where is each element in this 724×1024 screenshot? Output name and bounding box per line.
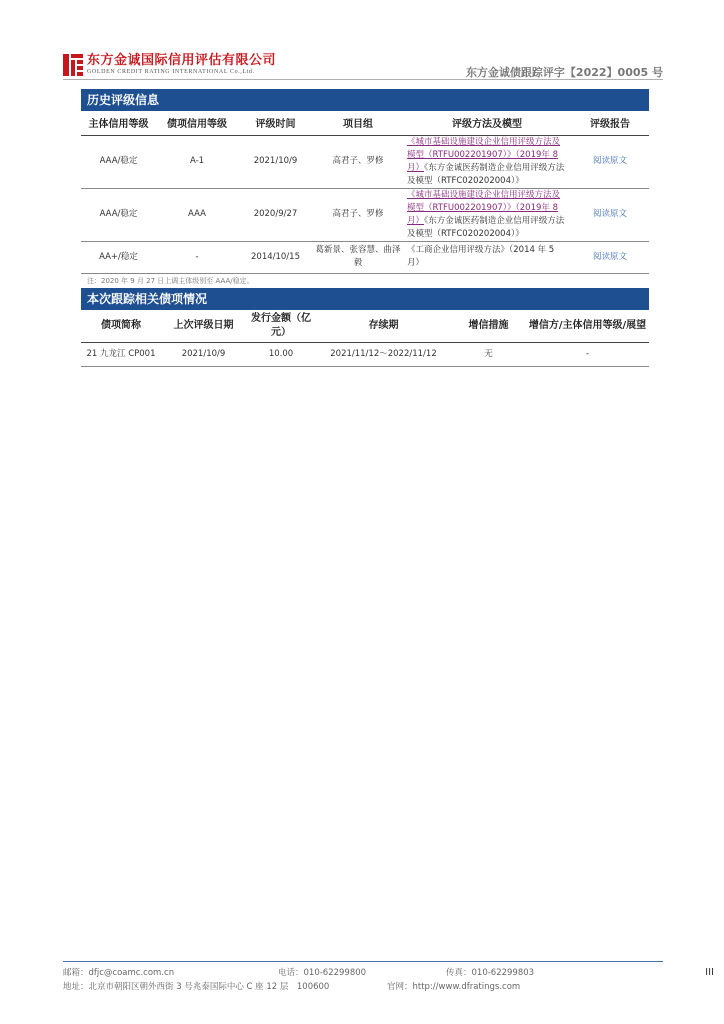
column-header: 发行金额（亿元） — [246, 310, 316, 342]
issuer-rating-cell: AAA/稳定 — [81, 135, 156, 188]
table-row — [81, 241, 649, 273]
report-cell — [571, 188, 649, 241]
column-header: 存续期 — [316, 310, 451, 342]
read-report-link[interactable]: 阅读原文 — [592, 251, 627, 262]
issuer-rating-cell: AA+/稳定 — [81, 241, 156, 273]
section-title-history: 历史评级信息 — [81, 89, 649, 111]
table-row — [81, 188, 649, 241]
table-header-row — [81, 310, 649, 342]
column-header: 评级报告 — [571, 111, 649, 135]
column-header: 增信措施 — [451, 310, 526, 342]
debt-rating-cell: A-1 — [156, 135, 238, 188]
footer-website[interactable]: 官网：http://www.dfratings.com — [387, 982, 521, 992]
method-cell — [403, 188, 571, 241]
read-report-link[interactable]: 阅读原文 — [592, 156, 627, 166]
report-cell — [571, 241, 649, 273]
column-header: 评级时间 — [238, 111, 313, 135]
method-text: 《东方金诚医药制造企业信用评级方法及模型（RTFC020202004）》 — [407, 215, 565, 239]
table-row — [81, 342, 649, 366]
issue-amount-cell: 10.00 — [246, 342, 316, 366]
debt-rating-cell: AAA — [156, 188, 238, 241]
header-divider — [63, 79, 663, 80]
team-cell: 高君子、罗修 — [313, 135, 403, 188]
column-header: 评级方法及模型 — [403, 111, 571, 135]
read-report-link[interactable]: 阅读原文 — [592, 209, 627, 219]
debt-rating-cell: - — [156, 241, 238, 273]
method-text: 《东方金诚医药制造企业信用评级方法及模型（RTFC020202004）》 — [407, 162, 565, 186]
column-header: 增信方/主体信用等级/展望 — [526, 310, 649, 342]
column-header: 主体信用等级 — [81, 111, 156, 135]
page-number: III — [705, 967, 714, 978]
company-name-en: GOLDEN CREDIT RATING INTERNATIONAL Co.,Ltd. — [87, 69, 255, 75]
history-rating-table — [81, 111, 649, 274]
footer-email: 邮箱：dfjc@coamc.com.cn — [63, 968, 175, 978]
method-link[interactable]: 《城市基础设施建设企业信用评级方法及模型（RTFU002201907）》（2019年 8 月） — [407, 136, 561, 173]
footer-address: 地址：北京市朝阳区朝外西街 3 号兆泰国际中心 C 座 12 层 100600 — [63, 982, 330, 992]
page-header — [63, 54, 663, 80]
footer-phone: 电话：010-62299800 — [278, 968, 367, 978]
term-cell: 2021/11/12～2022/11/12 — [316, 342, 451, 366]
column-header: 项目组 — [313, 111, 403, 135]
guarantor-cell: - — [526, 342, 649, 366]
table-note: 注：2020 年 9 月 27 日上调主体级别至 AAA/稳定。 — [87, 277, 254, 285]
team-cell: 葛新景、张容慧、曲泽毅 — [313, 241, 403, 273]
enhancement-cell: 无 — [451, 342, 526, 366]
method-link[interactable]: 《城市基础设施建设企业信用评级方法及模型（RTFU002201907）》（2019年 8 月） — [407, 189, 561, 226]
company-name-cn: 东方金诚国际信用评估有限公司 — [87, 53, 277, 68]
debt-info-table — [81, 310, 649, 367]
footer-divider — [63, 961, 663, 962]
report-cell — [571, 135, 649, 188]
section-title-debt: 本次跟踪相关债项情况 — [81, 288, 649, 310]
company-name — [87, 54, 276, 76]
last-rating-date-cell: 2021/10/9 — [161, 342, 246, 366]
method-text: 《工商企业信用评级方法》（2014 年 5 月） — [407, 245, 555, 268]
column-header: 债项信用等级 — [156, 111, 238, 135]
column-header: 上次评级日期 — [161, 310, 246, 342]
footer-fax: 传真：010-62299803 — [446, 968, 535, 978]
rating-date-cell: 2021/10/9 — [238, 135, 313, 188]
rating-date-cell: 2020/9/27 — [238, 188, 313, 241]
method-cell — [403, 241, 571, 273]
debt-name-cell: 21 九龙江 CP001 — [81, 342, 161, 366]
team-cell: 高君子、罗修 — [313, 188, 403, 241]
issuer-rating-cell: AAA/稳定 — [81, 188, 156, 241]
method-cell — [403, 135, 571, 188]
document-number: 东方金诚债跟踪评字【2022】0005 号 — [465, 66, 663, 79]
rating-date-cell: 2014/10/15 — [238, 241, 313, 273]
table-header-row — [81, 111, 649, 135]
table-row — [81, 135, 649, 188]
column-header: 债项简称 — [81, 310, 161, 342]
company-logo-icon — [63, 54, 83, 76]
